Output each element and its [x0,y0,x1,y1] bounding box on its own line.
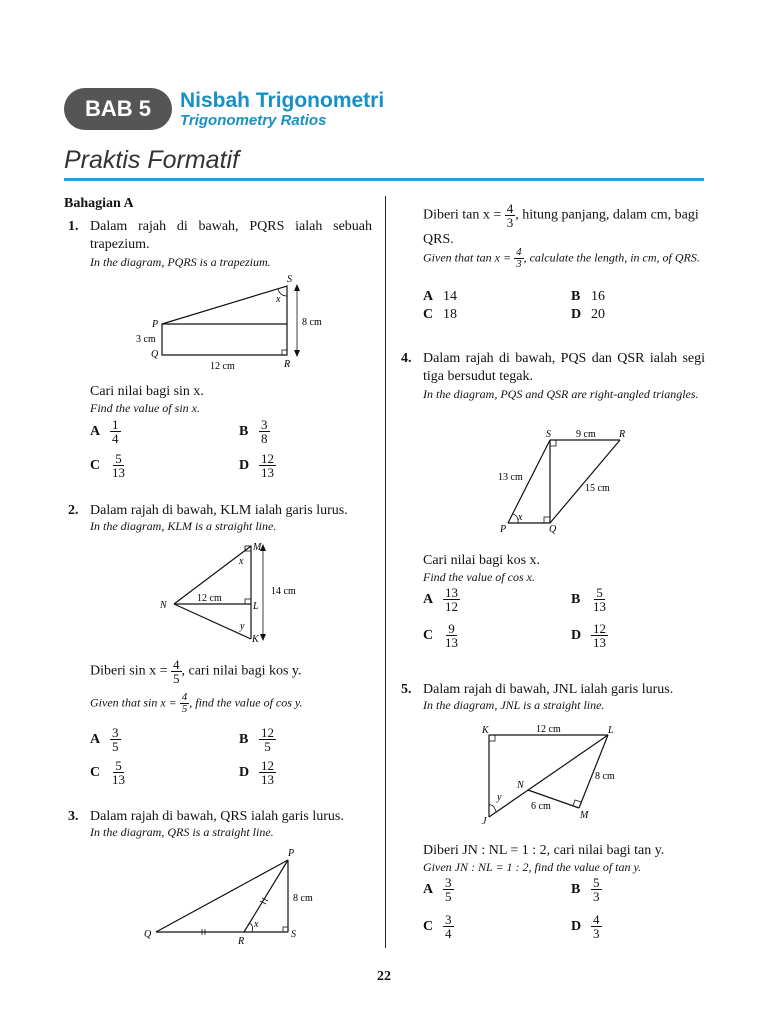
q1-label-8cm: 8 cm [302,317,322,328]
q1-label-P: P [152,319,159,330]
q1-label-x: x [276,294,281,305]
q1-label-3cm: 3 cm [136,334,156,345]
q2-given: Diberi sin x = $\frac{4}{5}$ , cari nilai bagi kos y. [90,657,302,686]
q4-text-en: In the diagram, PQS and QSR are right-angled triangles. [423,387,699,401]
q5-text-en: In the diagram, JNL is a straight line. [423,698,605,712]
q4-number: 4. [401,351,412,366]
q1-number: 1. [68,219,79,234]
q4-diagram [490,424,640,536]
part-heading: Bahagian A [64,196,134,211]
q2-label-12cm: 12 cm [197,593,222,604]
q5-label-L: L [608,725,614,736]
q3-given: Diberi tan x = $\frac{4}{3}$ , hitung panjang, dalam cm, bagi QRS. [423,201,699,247]
q5-option-c[interactable]: C $\frac{3}{4}$ [423,912,452,941]
page-number: 22 [377,969,391,984]
q2-label-x: x [239,556,244,567]
q4-label-x: x [518,512,523,523]
q3-number: 3. [68,809,79,824]
q5-label-J: J [482,816,487,825]
q5-given-en: Given JN : NL = 1 : 2, find the value of tan y. [423,860,642,874]
q3-label-8cm: 8 cm [293,893,313,904]
section-title: Praktis Formatif [64,146,240,174]
q2-label-N: N [160,600,167,611]
q5-label-8cm: 8 cm [595,771,615,782]
q4-label-15cm: 15 cm [585,483,610,494]
q3-label-Q: Q [144,929,152,940]
q2-given-en: Given that sin x = $\frac{4}{5}$ , find the value of cos y. [90,691,303,715]
q1-diagram [130,270,330,375]
q2-text-en: In the diagram, KLM is a straight line. [90,519,277,533]
q2-option-b[interactable]: B $\frac{12}{5}$ [239,725,274,754]
q1-ask-en: Find the value of sin x. [90,401,200,415]
q5-label-N: N [517,780,524,791]
q3-given-en: Given that tan x = $\frac{4}{3}$ , calculate the length, in cm, of QRS. [423,246,700,270]
q5-given: Diberi JN : NL = 1 : 2, cari nilai bagi tan y. [423,843,665,858]
q3-option-a[interactable]: A 14 [423,289,457,304]
q5-label-6cm: 6 cm [531,801,551,812]
q5-label-M: M [580,810,589,821]
header-rule [64,178,704,181]
q5-label-12cm: 12 cm [536,724,561,735]
q1-option-a[interactable]: A $\frac{1}{4}$ [90,417,119,446]
q5-diagram [470,720,630,825]
q3-option-b[interactable]: B 16 [571,289,605,304]
q4-label-13cm: 13 cm [498,472,523,483]
q1-label-Q: Q [151,349,159,360]
q4-text: Dalam rajah di bawah, PQS dan QSR ialah segi tiga bersudut tegak. [423,351,705,384]
q4-label-Q: Q [549,524,557,535]
q3-diagram [140,845,340,947]
q5-option-d[interactable]: D $\frac{4}{3}$ [571,912,600,941]
q2-label-M: M [253,542,262,553]
chapter-title: Nisbah Trigonometri [180,89,385,112]
q1-option-d[interactable]: D $\frac{12}{13}$ [239,451,274,480]
q1-text: Dalam rajah di bawah, PQRS ialah sebuah trapezium. [90,219,372,252]
q2-option-d[interactable]: D $\frac{12}{13}$ [239,758,274,787]
q4-option-a[interactable]: A $\frac{13}{12}$ [423,585,458,614]
q2-text: Dalam rajah di bawah, KLM ialah garis lurus. [90,503,348,518]
q3-text-en: In the diagram, QRS is a straight line. [90,825,274,839]
q2-label-K: K [252,634,259,645]
q2-label-14cm: 14 cm [271,586,296,597]
q3-label-R: R [238,936,245,947]
chapter-subtitle: Trigonometry Ratios [180,112,327,129]
q2-label-L: L [253,601,259,612]
q4-ask-en: Find the value of cos x. [423,570,535,584]
q1-label-S: S [287,274,292,285]
q4-label-P: P [500,524,507,535]
q2-option-a[interactable]: A $\frac{3}{5}$ [90,725,119,754]
q5-number: 5. [401,682,412,697]
q1-ask: Cari nilai bagi sin x. [90,384,204,399]
q4-label-9cm: 9 cm [576,429,596,440]
q1-option-b[interactable]: B $\frac{3}{8}$ [239,417,268,446]
q1-label-12cm: 12 cm [210,361,235,372]
q2-number: 2. [68,503,79,518]
q1-label-R: R [284,359,291,370]
q4-ask: Cari nilai bagi kos x. [423,553,541,568]
q2-label-y: y [240,621,245,632]
q3-label-P: P [288,848,295,859]
q4-option-b[interactable]: B $\frac{5}{13}$ [571,585,606,614]
q3-label-x: x [254,919,259,930]
q3-option-c[interactable]: C 18 [423,307,457,322]
q4-option-c[interactable]: C $\frac{9}{13}$ [423,621,458,650]
q1-option-c[interactable]: C $\frac{5}{13}$ [90,451,125,480]
q5-option-a[interactable]: A $\frac{3}{5}$ [423,875,452,904]
q1-text-en: In the diagram, PQRS is a trapezium. [90,255,271,269]
q3-text: Dalam rajah di bawah, QRS ialah garis lurus. [90,809,344,824]
q4-option-d[interactable]: D $\frac{12}{13}$ [571,621,606,650]
q3-label-S: S [291,929,296,940]
q2-option-c[interactable]: C $\frac{5}{13}$ [90,758,125,787]
q5-label-K: K [482,725,489,736]
q5-option-b[interactable]: B $\frac{5}{3}$ [571,875,600,904]
q4-label-S: S [546,429,551,440]
q5-text: Dalam rajah di bawah, JNL ialah garis lurus. [423,682,674,697]
chapter-badge: BAB 5 [64,88,172,130]
q3-option-d[interactable]: D 20 [571,307,605,322]
column-divider [385,196,386,948]
q4-label-R: R [619,429,626,440]
q2-diagram [150,538,320,646]
q5-label-y: y [497,792,502,803]
